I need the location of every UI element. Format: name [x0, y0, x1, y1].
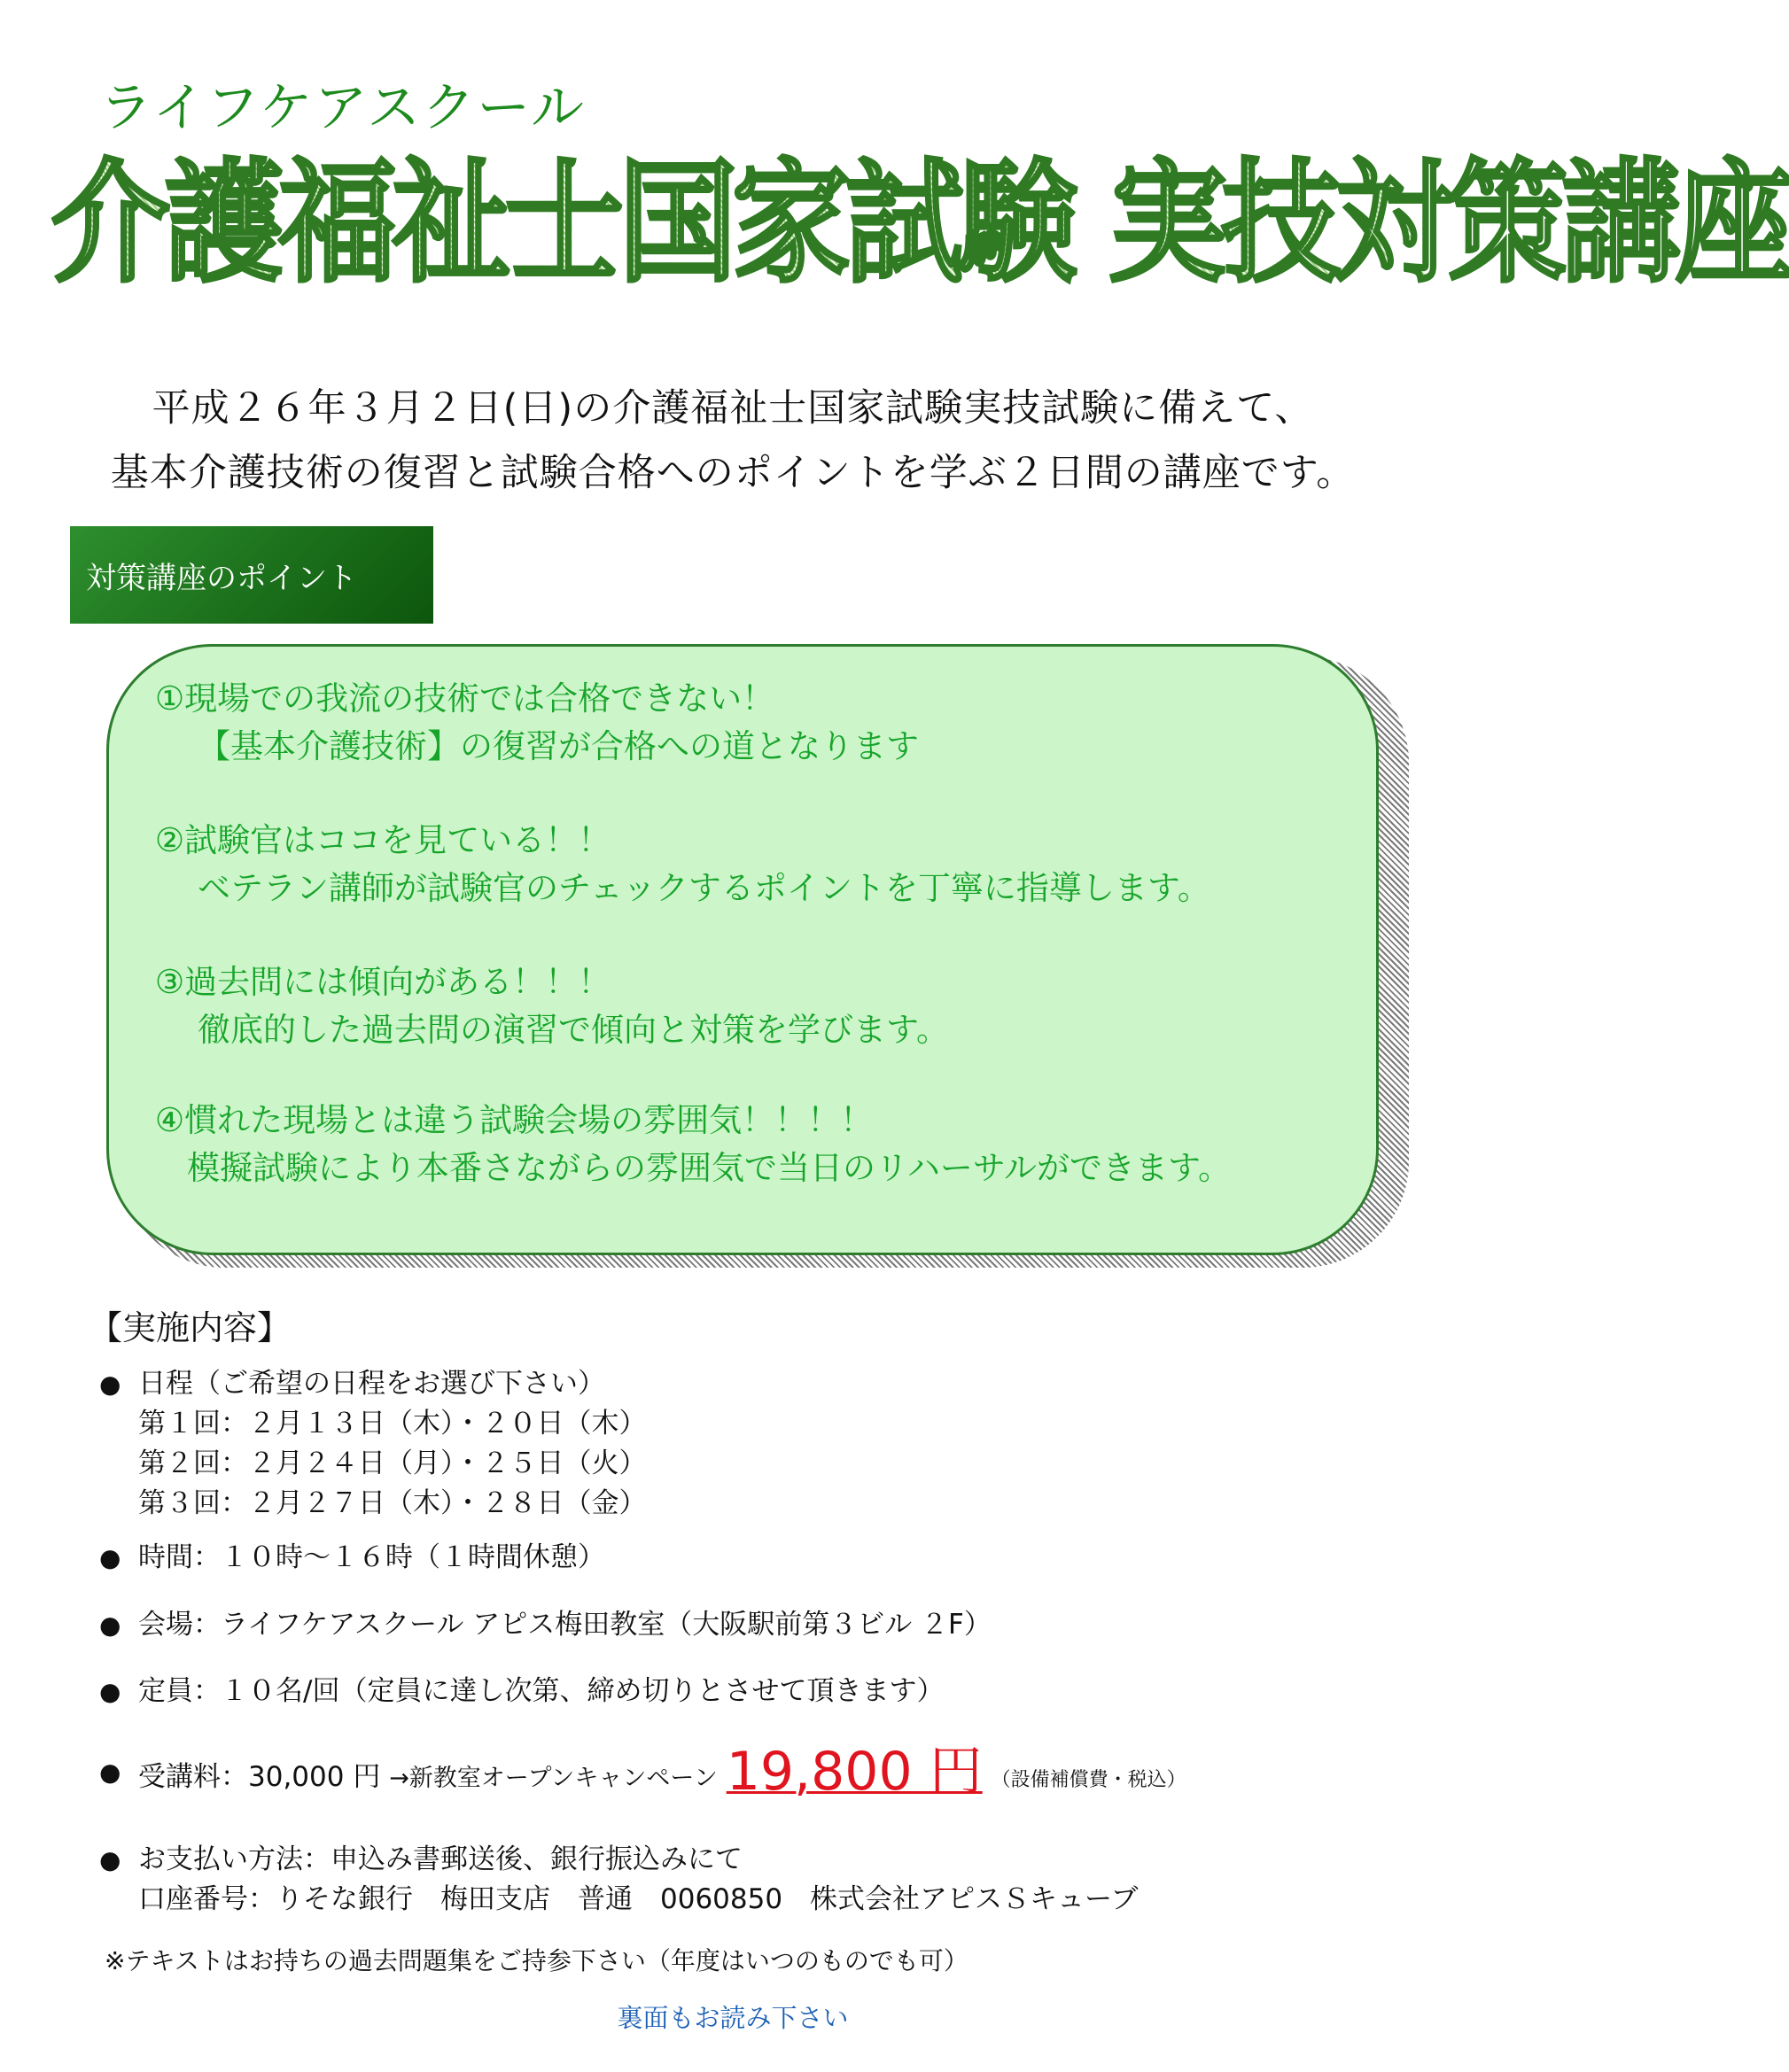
- bullet-icon: ●: [99, 1370, 121, 1399]
- point-desc: 模擬試験により本番さながらの雰囲気で当日のリハーサルができます。: [187, 1149, 1232, 1187]
- campaign-price: 19,800 円: [726, 1741, 983, 1803]
- time-item: [99, 1538, 605, 1578]
- time-text: 時間：１０時～１６時（１時間休憩）: [138, 1541, 605, 1573]
- points-heading-label: 対策講座のポイント: [86, 560, 357, 596]
- point-title: ③過去問には傾向がある！！！: [155, 963, 611, 1001]
- intro-line-2: 基本介護技術の復習と試験合格へのポイントを学ぶ２日間の講座です。: [110, 451, 1356, 495]
- schedule-label: 日程（ご希望の日程をお選び下さい）: [138, 1368, 605, 1400]
- schedule-row: 第２回：２月２４日（月）・２５日（火）: [138, 1447, 647, 1479]
- campaign-text: →新教室オープンキャンペーン: [389, 1765, 718, 1792]
- fee-item: [99, 1741, 1186, 1803]
- point-item-4: [155, 1097, 1231, 1192]
- point-desc: ベテラン講師が試験官のチェックするポイントを丁寧に指導します。: [198, 869, 1210, 907]
- bank-account: 口座番号：りそな銀行 梅田支店 普通 0060850 株式会社アピスＳキューブ: [138, 1883, 1139, 1915]
- intro-line-1: 平成２６年３月２日(日)の介護福祉士国家試験実技試験に備えて、: [152, 386, 1314, 431]
- details-heading: 【実施内容】: [89, 1308, 292, 1347]
- bullet-icon: ●: [99, 1610, 121, 1640]
- point-title: ④慣れた現場とは違う試験会場の雰囲気！！！！: [155, 1101, 874, 1139]
- bullet-icon: ●: [99, 1543, 121, 1572]
- school-name: ライフケアスクール: [99, 77, 586, 139]
- point-item-3: [155, 958, 949, 1054]
- page-title: 介護福祉士国家試験 実技対策講座: [51, 145, 1789, 301]
- reverse-side-note: 裏面もお読み下さい: [617, 2003, 849, 2033]
- capacity-item: [99, 1672, 944, 1711]
- venue-item: [99, 1605, 992, 1645]
- fee-label: 受講料：30,000 円: [138, 1761, 381, 1793]
- point-title: ①現場での我流の技術では合格できない！: [155, 679, 775, 718]
- point-item-2: [155, 817, 1210, 912]
- points-heading: [70, 526, 433, 624]
- point-title: ②試験官はココを見ている！！: [155, 821, 611, 859]
- payment-text: お支払い方法：申込み書郵送後、銀行振込みにて: [138, 1843, 743, 1875]
- schedule-section: [99, 1364, 647, 1524]
- fee-note: （設備補償費・税込）: [991, 1769, 1186, 1791]
- payment-item: [99, 1840, 1139, 1920]
- bullet-icon: ●: [99, 1758, 121, 1787]
- schedule-row: 第３回：２月２７日（木）・２８日（金）: [138, 1487, 647, 1519]
- bullet-icon: ●: [99, 1677, 121, 1706]
- bullet-icon: ●: [99, 1845, 121, 1874]
- point-desc: 【基本介護技術】の復習が合格への道となります: [198, 727, 919, 765]
- venue-text: 会場：ライフケアスクール アピス梅田教室（大阪駅前第３ビル ２F）: [138, 1609, 992, 1641]
- point-desc: 徹底的した過去問の演習で傾向と対策を学びます。: [198, 1011, 950, 1049]
- capacity-text: 定員：１０名/回（定員に達し次第、締め切りとさせて頂きます）: [138, 1675, 945, 1707]
- textbook-note: ※テキストはお持ちの過去問題集をご持参下さい（年度はいつのものでも可）: [105, 1946, 968, 1975]
- point-item-1: [155, 675, 919, 771]
- schedule-row: 第１回：２月１３日（木）・２０日（木）: [138, 1408, 647, 1440]
